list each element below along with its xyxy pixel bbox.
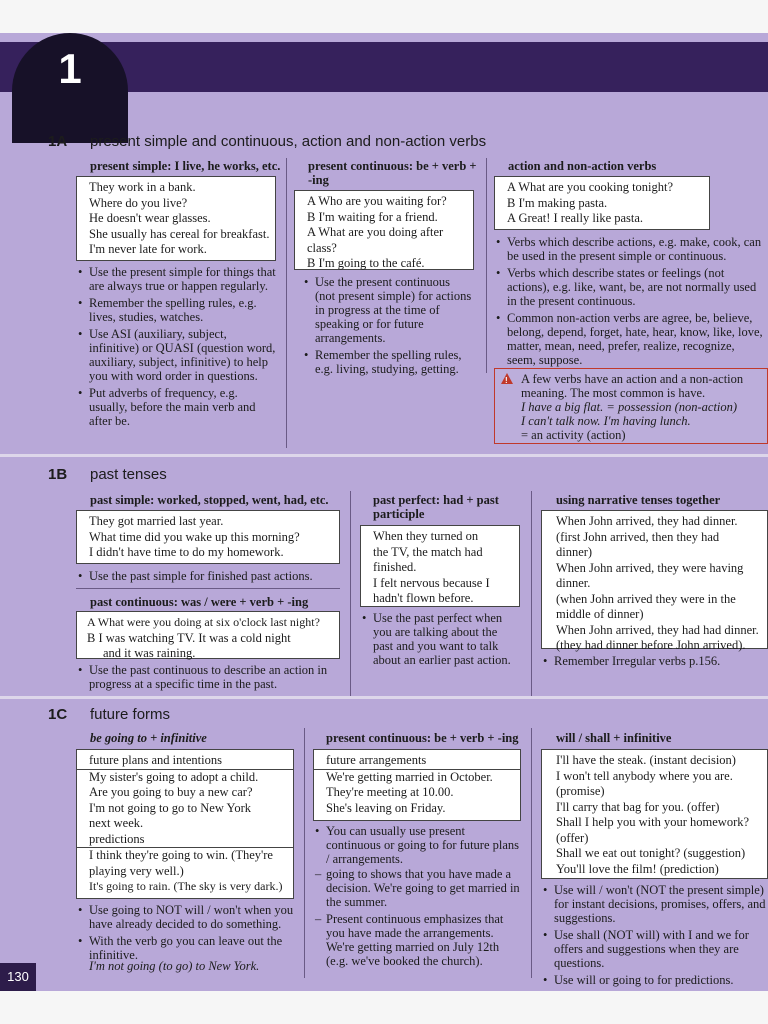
column-divider (350, 491, 351, 696)
section-code-1a: 1A (48, 133, 68, 150)
note-item: • Verbs which describe states or feelings (not actions), e.g. like, want, be, are not normally used in the present continuous. (494, 266, 764, 308)
example-line: When John arrived, they had had dinner. (556, 622, 759, 637)
example-line: Where do you live? (89, 195, 188, 210)
example-line: I won't tell anybody where you are. (556, 768, 733, 783)
example-line: Shall I help you with your homework? (556, 815, 750, 829)
example-line: We're getting married in October. (326, 769, 493, 784)
note-item: • Put adverbs of frequency, e.g. usually, before the main verb and after be. (76, 386, 276, 428)
unit-number: 1 (58, 45, 82, 92)
example-box-past-continuous (76, 611, 340, 659)
notes-will-shall (541, 883, 768, 990)
example-line: When John arrived, they had dinner. (556, 514, 738, 528)
example-box-going-to (76, 749, 294, 899)
note-item: • Use the present continuous (not present simple) for actions in progress at the time of speaking or for future arrangements. (302, 275, 472, 345)
example-line: I felt nervous because I (373, 575, 490, 590)
example-line: He doesn't wear glasses. (89, 211, 211, 225)
section-code-1c: 1C (48, 706, 68, 723)
box-tag: future plans and intentions (77, 753, 293, 770)
section-separator (0, 454, 768, 457)
notes-going-to (76, 903, 294, 965)
notes-past-simple (76, 569, 340, 586)
example-box-narrative-tenses (541, 510, 768, 652)
note-item: – going to shows that you have made a decision. We're going to get married in the summer. (313, 867, 521, 909)
note-item: • Verbs which describe actions, e.g. make, cook, can be used in the present simple or continuous. (494, 235, 764, 263)
example-line: A What are you cooking tonight? (507, 180, 674, 194)
example-line: (promise) (556, 784, 605, 798)
note-item: • Use the past simple for finished past actions. (76, 569, 340, 583)
note-item: • Remember the spelling rules, e.g. lives, studies, watches. (76, 296, 276, 324)
example-line: A Who are you waiting for? (307, 194, 447, 208)
example-line: A What are you doing after class? (307, 225, 444, 255)
example-line: A Great! I really like pasta. (507, 211, 644, 225)
example-line: I think they're going to win. (They're (89, 848, 273, 862)
note-item: • Use the past continuous to describe an action in progress at a specific time in the past. (76, 663, 340, 691)
section-title-1b: past tenses (90, 466, 167, 483)
heading-will-shall: will / shall + infinitive (556, 731, 672, 745)
example-box-present-continuous (294, 190, 474, 270)
example-line: When they turned on (373, 529, 479, 543)
example-line: B I'm making pasta. (507, 195, 608, 210)
heading-going-to: be going to + infinitive (90, 731, 207, 745)
heading-present-continuous: present continuous: be + verb + -ing (308, 159, 477, 187)
heading-action-non-action: action and non-action verbs (508, 159, 657, 173)
example-line: B I'm going to the café. (307, 256, 425, 270)
example-line: Shall we eat out tonight? (suggestion) (556, 846, 746, 860)
column-divider (531, 728, 532, 978)
example-box-past-simple (76, 510, 340, 564)
notes-past-perfect (360, 611, 520, 670)
warning-line: I have a big flat. = possession (non-action) (521, 400, 738, 414)
example-box-will-shall (541, 749, 768, 879)
example-line: and it was raining. (103, 646, 196, 660)
warning-icon: ! (501, 373, 513, 384)
note-item: • Common non-action verbs are agree, be, believe, belong, depend, forget, hate, hear, know, like, love, matter, mean, need, prefer, realize, recognize, seem, suppose. (494, 311, 764, 367)
section-separator (0, 696, 768, 699)
example-line: (offer) (556, 830, 589, 845)
note-item: – Present continuous emphasizes that you have made the arrangements. We're getting married on July 12th (e.g. we've booked the church). (313, 912, 521, 968)
example-line: hadn't flown before. (373, 591, 474, 605)
note-item: • Use shall (NOT will) with I and we for offers and suggestions when they are questions. (541, 928, 768, 970)
example-line: When John arrived, they were having (556, 560, 744, 575)
example-line: You'll love the film! (prediction) (556, 861, 719, 876)
example-line: It's going to rain. (The sky is very dark.) (89, 879, 283, 893)
column-divider (486, 158, 487, 373)
note-item: • With the verb go you can leave out the infinitive. (76, 934, 294, 962)
example-line: next week. (89, 816, 144, 830)
note-item: • Remember Irregular verbs p.156. (541, 654, 768, 668)
example-line: They're meeting at 10.00. (326, 785, 454, 799)
notes-action-verbs (494, 235, 764, 370)
section-code-1b: 1B (48, 466, 68, 483)
note-item: • Use will or going to for predictions. (541, 973, 768, 987)
example-line: They got married last year. (89, 514, 224, 528)
note-item: • Use the past perfect when you are talking about the past and you want to talk about an earlier past action. (360, 611, 520, 667)
note-item: • Remember the spelling rules, e.g. living, studying, getting. (302, 348, 472, 376)
example-line: I'm never late for work. (89, 242, 207, 256)
box-tag: future arrangements (314, 753, 520, 770)
column-divider (286, 158, 287, 448)
example-line: playing very well.) (89, 863, 184, 878)
note-item: • You can usually use present continuous or going to for future plans / arrangements. (313, 824, 521, 866)
example-line: They work in a bank. (89, 180, 196, 194)
column-divider (304, 728, 305, 978)
divider (76, 588, 340, 589)
grammar-bank-page (0, 33, 768, 991)
example-box-present-simple (76, 176, 276, 261)
warning-line: meaning. The most common is have. (521, 386, 706, 400)
example-line: I'm not going (to go) to New York. (89, 959, 260, 973)
example-line: finished. (373, 560, 417, 574)
note-item: • Use will / won't (NOT the present simple) for instant decisions, promises, offers, and suggestions. (541, 883, 768, 925)
example-line: dinner. (556, 576, 591, 590)
heading-present-continuous-future: present continuous: be + verb + -ing (326, 731, 519, 745)
example-line: I'll have the steak. (instant decision) (556, 753, 736, 767)
heading-present-simple: present simple: I live, he works, etc. (90, 159, 281, 173)
heading-past-continuous: past continuous: was / were + verb + -ing (90, 595, 309, 609)
example-line: the TV, the match had (373, 544, 483, 559)
heading-past-perfect: past perfect: had + past participle (373, 493, 499, 521)
example-line: I'm not going to go to New York (89, 800, 251, 815)
notes-narrative-tenses (541, 654, 768, 671)
example-line: middle of dinner) (556, 607, 644, 621)
notes-future-arrangements (313, 824, 521, 869)
section-title-1c: future forms (90, 706, 171, 723)
example-line: A What were you doing at six o'clock last night? (87, 615, 320, 629)
example-box-future-arrangements (313, 749, 521, 821)
column-divider (531, 491, 532, 696)
example-box-action-verbs (494, 176, 710, 230)
example-line: dinner) (556, 545, 593, 559)
note-item: • Use the present simple for things that are always true or happen regularly. (76, 265, 276, 293)
example-line: B I'm waiting for a friend. (307, 209, 438, 224)
example-line: B I was watching TV. It was a cold night (87, 630, 291, 645)
warning-line: = an activity (action) (521, 428, 626, 442)
example-line: What time did you wake up this morning? (89, 529, 300, 544)
page-number: 130 (0, 963, 36, 991)
example-line: Are you going to buy a new car? (89, 785, 253, 799)
example-line: I didn't have time to do my homework. (89, 545, 284, 559)
example-line: She usually has cereal for breakfast. (89, 226, 270, 241)
notes-present-simple (76, 265, 276, 431)
example-line: (when John arrived they were in the (556, 591, 736, 606)
notes-past-continuous (76, 663, 340, 694)
warning-note (494, 368, 768, 444)
example-line: My sister's going to adopt a child. (89, 769, 259, 784)
note-item: • Use ASI (auxiliary, subject, infinitive) or QUASI (question word, auxiliary, subject, infinitive) to help you with word order in questions. (76, 327, 276, 383)
dash-notes-future-arrangements (313, 867, 521, 971)
example-line: (they had dinner before John arrived). (556, 638, 746, 652)
example-line: I'll carry that bag for you. (offer) (556, 799, 720, 814)
notes-present-continuous (302, 275, 472, 379)
note-item: • Use going to NOT will / won't when you have already decided to do something. (76, 903, 294, 931)
heading-past-simple: past simple: worked, stopped, went, had, etc. (90, 493, 329, 507)
example-line: She's leaving on Friday. (326, 800, 446, 815)
warning-line: I can't talk now. I'm having lunch. (521, 414, 691, 428)
section-title-1a: present simple and continuous, action and non-action verbs (90, 133, 487, 150)
heading-narrative-tenses: using narrative tenses together (556, 493, 721, 507)
example-line: (first John arrived, then they had (556, 529, 720, 544)
warning-line: A few verbs have an action and a non-action (521, 372, 744, 386)
box-tag: predictions (77, 832, 293, 849)
example-box-past-perfect (360, 525, 520, 607)
